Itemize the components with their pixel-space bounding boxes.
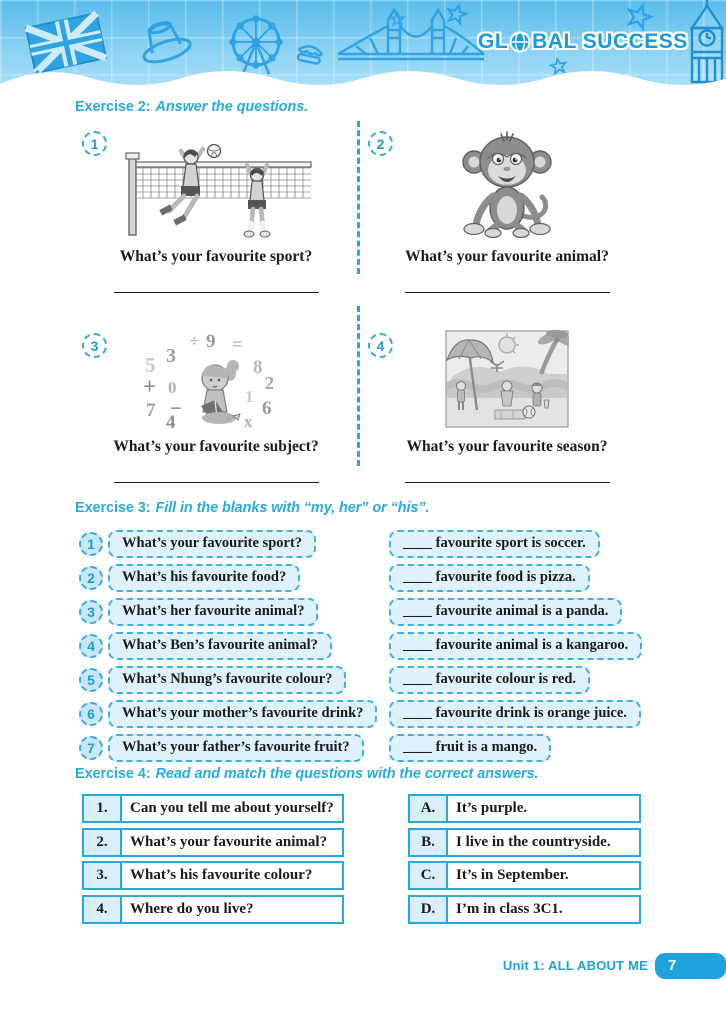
page-header bbox=[0, 0, 726, 96]
fill-blank-row-7 bbox=[75, 734, 650, 764]
fill-blank-row-6 bbox=[75, 700, 650, 730]
question-box: What’s Ben’s favourite animal? bbox=[108, 632, 332, 660]
season-image bbox=[366, 322, 648, 428]
globe-icon bbox=[509, 31, 531, 53]
question-box: What’s Nhung’s favourite colour? bbox=[108, 666, 346, 694]
exercise2-title-text: Answer the questions. bbox=[155, 99, 309, 115]
exercise3-title-prefix: Exercise 3: bbox=[75, 500, 151, 516]
column-divider bbox=[357, 306, 360, 466]
svg-text:3: 3 bbox=[166, 345, 176, 367]
questions-table bbox=[82, 794, 344, 928]
global-success-logo bbox=[478, 30, 688, 54]
exercise2-title bbox=[75, 99, 308, 115]
svg-text:5: 5 bbox=[145, 353, 156, 377]
star-icon bbox=[390, 12, 405, 27]
table-row bbox=[82, 895, 344, 924]
exercise2-title-prefix: Exercise 2: bbox=[75, 99, 151, 115]
answer-line[interactable] bbox=[114, 482, 319, 483]
monkey-image bbox=[366, 120, 648, 238]
item-number-badge: 4 bbox=[79, 634, 103, 658]
table-row bbox=[408, 895, 641, 924]
row-text: Where do you live? bbox=[130, 900, 254, 917]
item-number-badge: 6 bbox=[79, 702, 103, 726]
row-text: It’s purple. bbox=[456, 800, 528, 816]
svg-text:7: 7 bbox=[146, 400, 156, 421]
row-key: 4. bbox=[84, 897, 122, 922]
answer-box[interactable]: ____ favourite drink is orange juice. bbox=[389, 700, 641, 728]
question-box: What’s her favourite animal? bbox=[108, 598, 318, 626]
answer-box[interactable]: ____ fruit is a mango. bbox=[389, 734, 551, 762]
item-number-badge: 3 bbox=[79, 600, 103, 624]
fill-blank-row-3 bbox=[75, 598, 650, 628]
row-text: It’s in September. bbox=[456, 867, 569, 883]
table-row bbox=[82, 828, 344, 857]
row-key: 2. bbox=[84, 830, 122, 855]
exercise2-item-1 bbox=[75, 120, 357, 293]
row-text: I live in the countryside. bbox=[456, 833, 611, 850]
exercise3-title bbox=[75, 500, 429, 516]
fill-blank-row-4 bbox=[75, 632, 650, 662]
svg-text:9: 9 bbox=[206, 331, 216, 352]
svg-text:4: 4 bbox=[166, 412, 176, 428]
volleyball-image bbox=[75, 120, 357, 238]
table-row bbox=[82, 861, 344, 890]
item-number-badge: 3 bbox=[82, 333, 107, 358]
column-divider bbox=[357, 121, 360, 274]
item-number-badge: 1 bbox=[82, 131, 107, 156]
table-row bbox=[408, 828, 641, 857]
row-key: C. bbox=[410, 863, 448, 888]
fill-blank-row-2 bbox=[75, 564, 650, 594]
logo-text-right: BAL SUCCESS bbox=[532, 30, 688, 53]
svg-text:2: 2 bbox=[265, 373, 274, 393]
svg-text:6: 6 bbox=[262, 398, 272, 419]
answer-box[interactable]: ____ favourite sport is soccer. bbox=[389, 530, 600, 558]
row-text: What’s his favourite colour? bbox=[130, 867, 313, 883]
answer-line[interactable] bbox=[405, 292, 610, 293]
svg-text:0: 0 bbox=[168, 378, 177, 397]
answer-box[interactable]: ____ favourite colour is red. bbox=[389, 666, 590, 694]
row-key: D. bbox=[410, 897, 448, 922]
row-key: A. bbox=[410, 796, 448, 821]
question-text: What’s your favourite season? bbox=[406, 438, 608, 455]
exercise4-title bbox=[75, 766, 538, 782]
exercise3-title-text: Fill in the blanks with “my, her” or “his”. bbox=[155, 500, 430, 516]
answer-line[interactable] bbox=[405, 482, 610, 483]
fill-blank-row-1 bbox=[75, 530, 650, 560]
question-box: What’s your favourite sport? bbox=[108, 530, 316, 558]
row-text: What’s your favourite animal? bbox=[130, 833, 328, 850]
row-text: I’m in class 3C1. bbox=[456, 900, 563, 917]
subject-image bbox=[75, 322, 357, 428]
wave-edge bbox=[0, 62, 726, 96]
item-number-badge: 2 bbox=[79, 566, 103, 590]
question-text: What’s your favourite sport? bbox=[119, 248, 313, 265]
table-row bbox=[408, 861, 641, 890]
item-number-badge: 5 bbox=[79, 668, 103, 692]
svg-text:÷: ÷ bbox=[190, 333, 199, 350]
answer-box[interactable]: ____ favourite animal is a panda. bbox=[389, 598, 622, 626]
svg-text:1: 1 bbox=[245, 387, 254, 406]
page-number-badge: 7 bbox=[655, 953, 726, 979]
exercise4-title-prefix: Exercise 4: bbox=[75, 766, 151, 782]
logo-text-left: GL bbox=[478, 30, 509, 53]
item-number-badge: 7 bbox=[79, 736, 103, 760]
svg-text:x: x bbox=[244, 412, 253, 428]
table-row bbox=[82, 794, 344, 823]
svg-text:8: 8 bbox=[253, 357, 263, 378]
exercise2-item-4 bbox=[366, 322, 648, 483]
exercise2-item-2 bbox=[366, 120, 648, 293]
question-box: What’s your father’s favourite fruit? bbox=[108, 734, 364, 762]
table-row bbox=[408, 794, 641, 823]
answer-box[interactable]: ____ favourite food is pizza. bbox=[389, 564, 590, 592]
fill-blank-row-5 bbox=[75, 666, 650, 696]
item-number-badge: 4 bbox=[368, 333, 393, 358]
row-key: B. bbox=[410, 830, 448, 855]
question-text: What’s your favourite animal? bbox=[405, 248, 609, 265]
svg-text:−: − bbox=[170, 396, 182, 420]
exercise2-item-3 bbox=[75, 322, 357, 483]
star-icon bbox=[623, 1, 656, 34]
item-number-badge: 2 bbox=[368, 131, 393, 156]
row-text: Can you tell me about yourself? bbox=[130, 800, 334, 816]
row-key: 1. bbox=[84, 796, 122, 821]
answers-table bbox=[408, 794, 641, 928]
answer-box[interactable]: ____ favourite animal is a kangaroo. bbox=[389, 632, 642, 660]
svg-text:+: + bbox=[143, 374, 157, 399]
unit-footer-label: Unit 1: ALL ABOUT ME bbox=[502, 958, 648, 973]
svg-text:=: = bbox=[232, 334, 243, 354]
exercise4-title-text: Read and match the questions with the correct answers. bbox=[155, 766, 539, 782]
question-box: What’s your mother’s favourite drink? bbox=[108, 700, 377, 728]
question-text: What’s your favourite subject? bbox=[113, 438, 319, 455]
answer-line[interactable] bbox=[114, 292, 319, 293]
row-key: 3. bbox=[84, 863, 122, 888]
item-number-badge: 1 bbox=[79, 532, 103, 556]
question-box: What’s his favourite food? bbox=[108, 564, 300, 592]
